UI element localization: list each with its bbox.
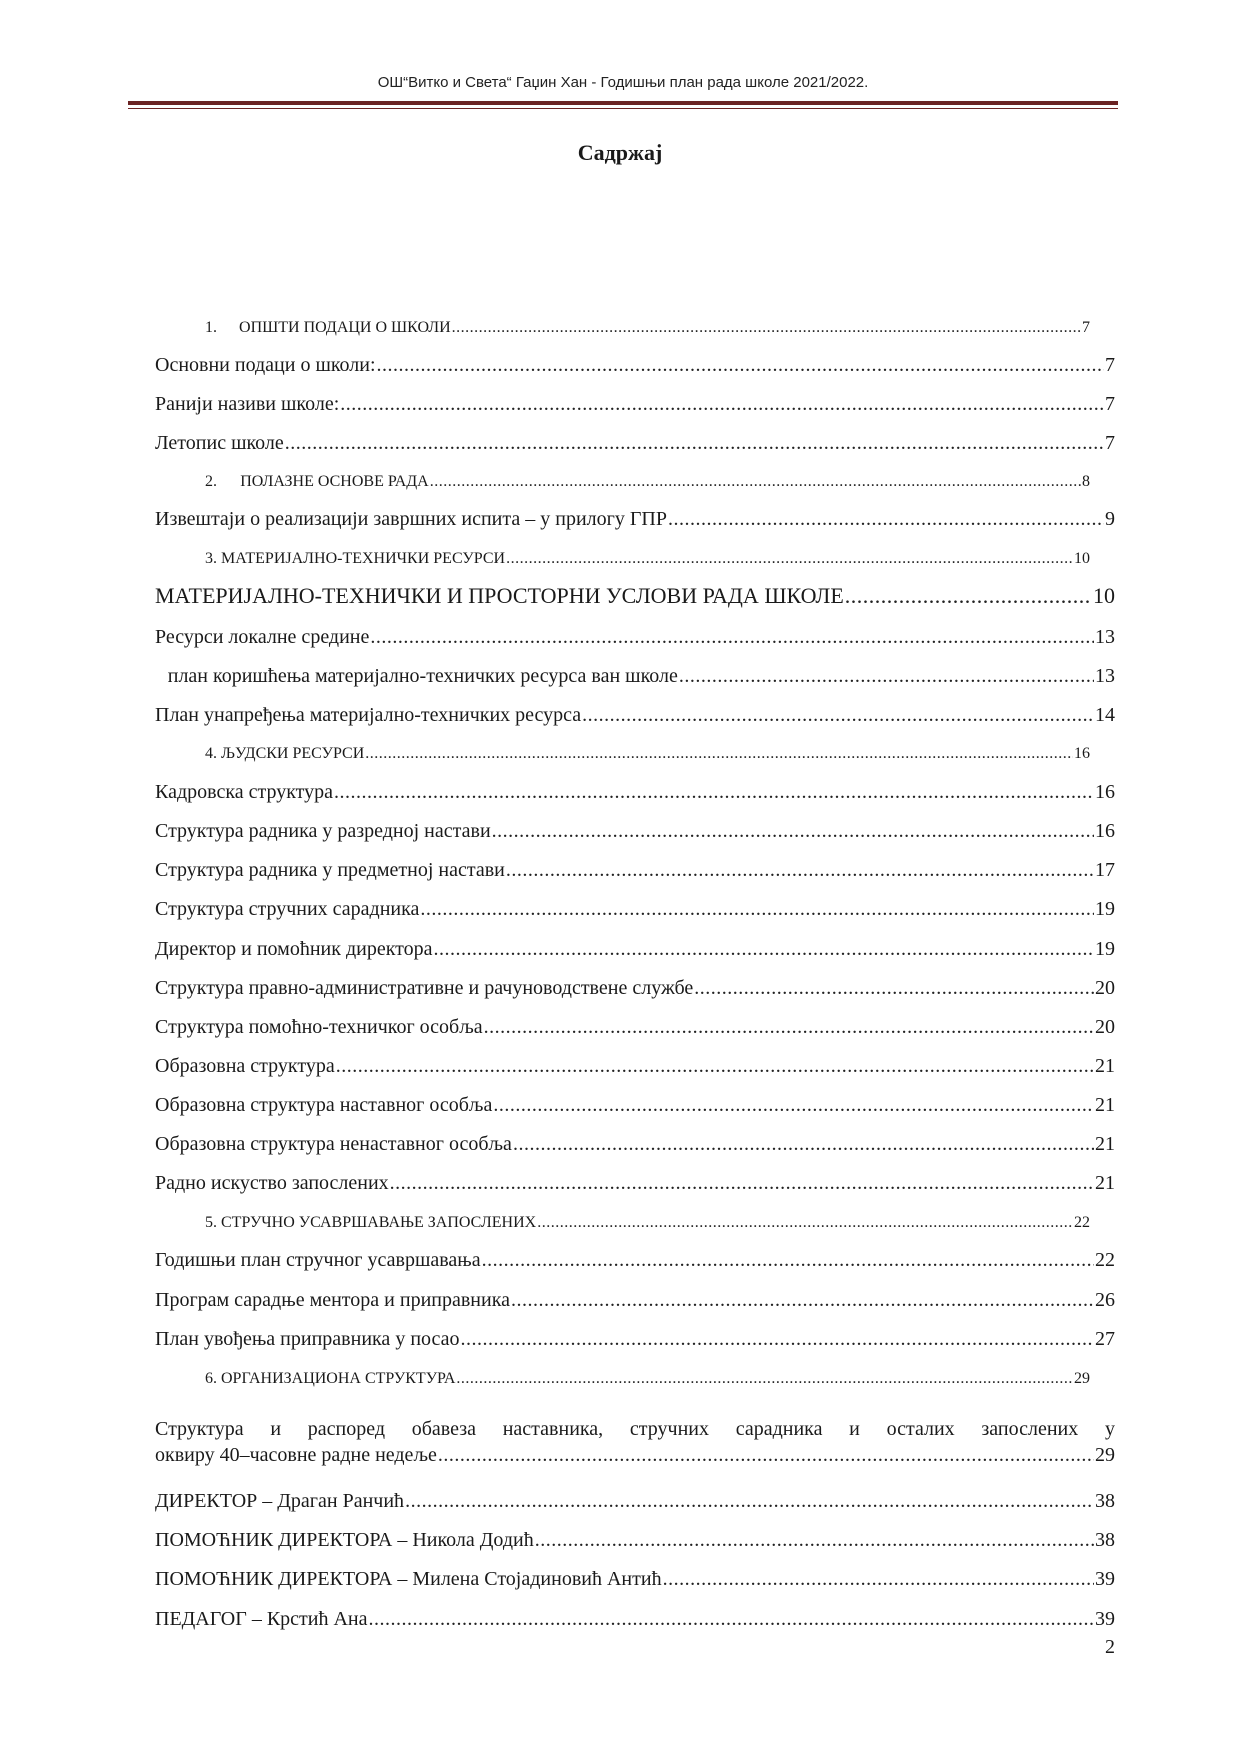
dot-leader <box>430 469 1081 495</box>
toc-entry-page: 26 <box>1095 1289 1115 1311</box>
toc-entry-label-line2: оквиру 40–часовне радне недеље <box>155 1444 437 1466</box>
toc-entry-page: 29 <box>1095 1444 1115 1466</box>
toc-entry-page: 7 <box>1105 432 1115 454</box>
toc-entry-label: Ранији називи школе: <box>155 393 340 415</box>
toc-entry[interactable] <box>155 624 1115 650</box>
toc-entry-page: 7 <box>1105 393 1115 415</box>
toc-entry-page: 39 <box>1095 1608 1115 1630</box>
toc-entry-label: Основни подаци о школи: <box>155 354 376 376</box>
toc-entry-page: 9 <box>1105 508 1115 530</box>
dot-leader <box>420 896 1094 922</box>
toc-entry-line2 <box>155 1442 1115 1468</box>
toc-entry-number: 1. <box>205 319 217 336</box>
dot-leader <box>405 1488 1094 1514</box>
dot-leader <box>336 1053 1094 1079</box>
dot-leader <box>535 1527 1094 1553</box>
toc-entry-page: 19 <box>1095 898 1115 920</box>
toc-entry-page: 13 <box>1095 665 1115 687</box>
page-title: Садржај <box>577 140 663 165</box>
toc-entry-number: 2. <box>205 473 217 490</box>
toc-entry-section-6[interactable] <box>205 1366 1090 1392</box>
toc-entry-page: 38 <box>1095 1490 1115 1512</box>
toc-entry[interactable] <box>155 1566 1115 1592</box>
toc-entry-page: 20 <box>1095 977 1115 999</box>
dot-leader <box>582 702 1094 728</box>
toc-entry-label: Летопис школе <box>155 432 284 454</box>
toc-entry-label: Кадровска структура <box>155 781 334 803</box>
page-number: 2 <box>1105 1636 1115 1658</box>
toc-entry-label: Ресурси локалне средине <box>155 626 370 648</box>
toc-entry-label: МАТЕРИЈАЛНО-ТЕХНИЧКИ И ПРОСТОРНИ УСЛОВИ РАДА ШКОЛЕ <box>155 583 844 608</box>
dot-leader <box>506 546 1073 572</box>
toc-entry-label: 4. ЉУДСКИ РЕСУРСИ <box>205 745 365 762</box>
toc-entry-label: Структура стручних сарадника <box>155 898 420 920</box>
toc-entry-page: 10 <box>1093 583 1115 608</box>
page-header: ОШ“Витко и Света“ Гаџин Хан - Годишњи план рада школе 2021/2022. <box>377 74 869 91</box>
toc-entry-label: 5. СТРУЧНО УСАВРШАВАЊЕ ЗАПОСЛЕНИХ <box>205 1214 537 1231</box>
toc-entry[interactable] <box>155 430 1115 456</box>
toc-entry-label: ОПШТИ ПОДАЦИ О ШКОЛИ <box>239 319 451 336</box>
toc-entry[interactable] <box>155 1014 1115 1040</box>
toc-entry-page: 38 <box>1095 1529 1115 1551</box>
toc-entry-page: 14 <box>1095 704 1115 726</box>
dot-leader <box>461 1326 1094 1352</box>
dot-leader <box>390 1170 1094 1196</box>
toc-entry-section-1[interactable] <box>205 315 1090 341</box>
toc-entry[interactable] <box>155 1287 1115 1313</box>
toc-entry-label: Структура радника у разредној настави <box>155 820 491 842</box>
dot-leader <box>369 1606 1095 1632</box>
toc-entry-page: 19 <box>1095 938 1115 960</box>
toc-entry-section-3[interactable] <box>205 546 1090 572</box>
toc-entry-label: Образовна структура ненаставног особља <box>155 1133 512 1155</box>
toc-entry[interactable] <box>155 818 1115 844</box>
toc-entry[interactable] <box>155 1527 1115 1553</box>
toc-entry-label: 6. ОРГАНИЗАЦИОНА СТРУКТУРА <box>205 1370 456 1387</box>
toc-entry-page: 22 <box>1095 1249 1115 1271</box>
toc-entry-label: ПЕДАГОГ – Крстић Ана <box>155 1608 368 1630</box>
dot-leader <box>340 391 1104 417</box>
toc-entry-label: Образовна структура <box>155 1055 335 1077</box>
toc-entry[interactable] <box>155 1053 1115 1079</box>
toc-entry[interactable] <box>155 352 1115 378</box>
toc-entry-page: 29 <box>1074 1370 1090 1387</box>
toc-entry[interactable] <box>155 702 1115 728</box>
toc-entry[interactable] <box>155 583 1115 609</box>
toc-entry-label: Радно искуство запослених <box>155 1172 389 1194</box>
toc-entry-page: 7 <box>1082 319 1090 336</box>
dot-leader <box>694 975 1094 1001</box>
dot-leader <box>506 857 1094 883</box>
toc-entry-page: 17 <box>1095 859 1115 881</box>
toc-entry-page: 21 <box>1095 1094 1115 1116</box>
toc-entry-multiline[interactable] <box>155 1416 1115 1476</box>
toc-entry-page: 21 <box>1095 1055 1115 1077</box>
toc-entry-label: ПОМОЋНИК ДИРЕКТОРА – Милена Стојадиновић Антић <box>155 1568 662 1590</box>
toc-entry[interactable] <box>155 1092 1115 1118</box>
toc-entry-label: Структура помоћно-техничког особља <box>155 1016 483 1038</box>
toc-entry-page: 27 <box>1095 1328 1115 1350</box>
toc-entry-section-2[interactable] <box>205 469 1090 495</box>
toc-entry-page: 7 <box>1105 354 1115 376</box>
dot-leader <box>434 936 1094 962</box>
toc-entry-label-line1: Структура и распоред обавеза наставника, стручних сарадника и осталих запослених у <box>155 1418 1115 1440</box>
toc-entry[interactable] <box>155 779 1115 805</box>
toc-entry-label: Програм сарадње ментора и приправника <box>155 1289 510 1311</box>
dot-leader <box>679 663 1094 689</box>
toc-entry-label: Извештаји о реализацији завршних испита – у прилогу ГПР <box>155 508 667 530</box>
toc-entry[interactable] <box>155 1131 1115 1157</box>
dot-leader <box>370 624 1094 650</box>
toc-entry[interactable] <box>155 1326 1115 1352</box>
dot-leader <box>537 1210 1073 1236</box>
toc-entry-page: 21 <box>1095 1172 1115 1194</box>
toc-entry[interactable] <box>155 506 1115 532</box>
toc-entry-label: Директор и помоћник директора <box>155 938 433 960</box>
toc-entry-label: 3. МАТЕРИЈАЛНО-ТЕХНИЧКИ РЕСУРСИ <box>205 550 506 567</box>
dot-leader <box>493 1092 1094 1118</box>
toc-entry[interactable] <box>155 975 1115 1001</box>
toc-entry-page: 20 <box>1095 1016 1115 1038</box>
toc-entry-label: Годишњи план стручног усавршавања <box>155 1249 481 1271</box>
toc-entry-label: ПОМОЋНИК ДИРЕКТОРА – Никола Додић <box>155 1529 534 1551</box>
toc-entry-page: 10 <box>1074 550 1090 567</box>
toc-entry-page: 16 <box>1095 781 1115 803</box>
dot-leader <box>845 583 1092 609</box>
toc-entry-page: 8 <box>1082 473 1090 490</box>
dot-leader <box>513 1131 1094 1157</box>
dot-leader <box>668 506 1104 532</box>
toc-entry[interactable] <box>155 1170 1115 1196</box>
toc-entry[interactable] <box>155 663 1115 689</box>
toc-entry-page: 16 <box>1095 820 1115 842</box>
toc-entry[interactable] <box>155 1247 1115 1273</box>
toc-entry-section-5[interactable] <box>205 1210 1090 1236</box>
dot-leader <box>484 1014 1094 1040</box>
toc-entry-label: ПОЛАЗНЕ ОСНОВЕ РАДА <box>240 473 429 490</box>
dot-leader <box>285 430 1104 456</box>
toc-entry[interactable] <box>155 391 1115 417</box>
toc-entry-label: ДИРЕКТОР – Драган Ранчић <box>155 1490 405 1512</box>
toc-entry[interactable] <box>155 936 1115 962</box>
toc-entry-label: Структура правно-административне и рачуноводствене службе <box>155 977 694 999</box>
dot-leader <box>365 741 1073 767</box>
toc-entry-label: Образовна структура наставног особља <box>155 1094 493 1116</box>
toc-entry-section-4[interactable] <box>205 741 1090 767</box>
dot-leader <box>492 818 1094 844</box>
dot-leader <box>482 1247 1094 1273</box>
dot-leader <box>663 1566 1094 1592</box>
toc-entry[interactable] <box>155 1488 1115 1514</box>
dot-leader <box>438 1442 1094 1468</box>
dot-leader <box>377 352 1104 378</box>
dot-leader <box>456 1366 1073 1392</box>
dot-leader <box>334 779 1094 805</box>
toc-entry[interactable] <box>155 896 1115 922</box>
toc-entry-page: 22 <box>1074 1214 1090 1231</box>
toc-entry-label: план коришћења материјално-техничких ресурса ван школе <box>167 665 678 687</box>
toc-entry-label: Структура радника у предметној настави <box>155 859 505 881</box>
toc-entry-page: 13 <box>1095 626 1115 648</box>
toc-entry-label: План увођења приправника у посао <box>155 1328 460 1350</box>
toc-entry[interactable] <box>155 857 1115 883</box>
toc-entry-page: 21 <box>1095 1133 1115 1155</box>
dot-leader <box>511 1287 1094 1313</box>
toc-entry-label: План унапређења материјално-техничких ресурса <box>155 704 582 726</box>
toc-entry-page: 39 <box>1095 1568 1115 1590</box>
dot-leader <box>452 315 1081 341</box>
toc-entry-page: 16 <box>1074 745 1090 762</box>
toc-entry[interactable] <box>155 1606 1115 1632</box>
